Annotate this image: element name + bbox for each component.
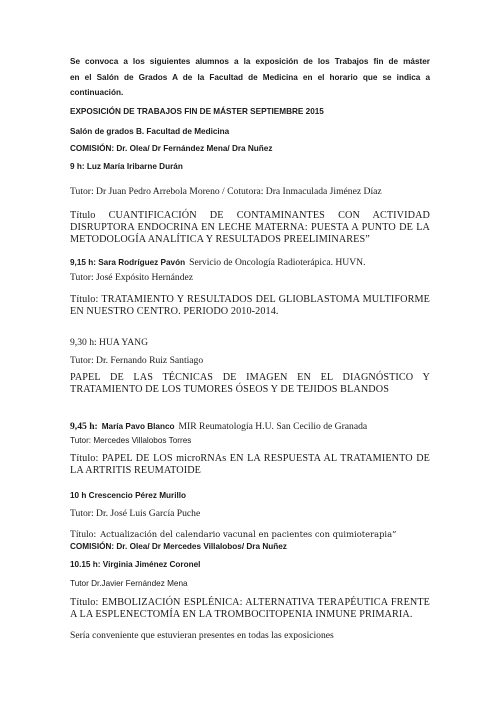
entry-5-title bbox=[70, 524, 430, 542]
entry-6-title-line-1: Título: EMBOLIZACIÓN ESPLÉNICA: ALTERNATIVA TERAPÉUTICA FRENTE bbox=[70, 597, 430, 608]
entry-6-time-name: 10.15 h: Virginia Jiménez Coronel bbox=[70, 560, 201, 569]
entry-1-title-line-2: DISRUPTORA ENDOCRINA EN LECHE MATERNA: PUESTA A PUNTO DE LA bbox=[70, 222, 430, 233]
entry-1-title-line-1: Título CUANTIFICACIÓN DE CONTAMINANTES CON ACTIVIDAD bbox=[70, 210, 430, 221]
entry-6-tutor: Tutor Dr.Javier Fernández Mena bbox=[70, 579, 188, 588]
entry-4-header bbox=[70, 416, 430, 434]
entry-2-title-line-2: EN NUESTRO CENTRO. PERIODO 2010-2014. bbox=[70, 306, 279, 317]
entry-3-tutor: Tutor: Dr. Fernando Ruiz Santiago bbox=[70, 355, 204, 366]
entry-4-tutor: Tutor: Mercedes Villalobos Torres bbox=[70, 436, 192, 445]
entry-4-name: María Pavo Blanco bbox=[101, 422, 175, 431]
entry-5-tutor: Tutor: Dr. José Luis García Puche bbox=[70, 508, 201, 519]
entry-5-title-text: Actualización del calendario vacunal en pacientes con quimioterapia” bbox=[100, 529, 397, 539]
entry-2-tutor: Tutor: José Expósito Hernández bbox=[70, 272, 194, 283]
entry-6-title-line-2: A LA ESPLENECTOMÍA EN LA TROMBOCITOPENIA INMUNE PRIMARIA. bbox=[70, 609, 413, 620]
entry-2-header bbox=[70, 252, 430, 270]
entry-4-title-line-2: LA ARTRITIS REUMATOIDE bbox=[70, 465, 202, 476]
entry-5-time-name: 10 h Crescencio Pérez Murillo bbox=[70, 491, 187, 500]
entry-3-time-name: 9,30 h: HUA YANG bbox=[70, 337, 148, 348]
page-heading: EXPOSICIÓN DE TRABAJOS FIN DE MÁSTER SEPTIEMBRE 2015 bbox=[70, 107, 324, 116]
entry-4-extra: MIR Reumatología H.U. San Cecilio de Granada bbox=[178, 421, 368, 432]
entry-3-title-line-2: TRATAMIENTO DE LOS TUMORES ÓSEOS Y DE TEJIDOS BLANDOS bbox=[70, 384, 389, 395]
entry-3-title-line-1: PAPEL DE LAS TÉCNICAS DE IMAGEN EN EL DIAGNÓSTICO Y bbox=[70, 372, 430, 383]
entry-4-time: 9,45 h: bbox=[70, 421, 98, 432]
closing-note: Sería conveniente que estuvieran presentes en todas las exposiciones bbox=[70, 630, 334, 641]
entry-1-title-line-3: METODOLOGÍA ANALÍTICA Y RESULTADOS PREELIMINARES” bbox=[70, 234, 370, 245]
entry-2-title-line-1: Título: TRATAMIENTO Y RESULTADOS DEL GLIOBLASTOMA MULTIFORME bbox=[70, 294, 430, 305]
room-label: Salón de grados B. Facultad de Medicina bbox=[70, 127, 230, 136]
entry-4-title-line-1: Título: PAPEL DE LOS microRNAs EN LA RESPUESTA AL TRATAMIENTO DE bbox=[70, 453, 430, 464]
intro-line-3: continuación. bbox=[70, 88, 124, 97]
entry-2-time-name: 9,15 h: Sara Rodríguez Pavón bbox=[70, 258, 186, 267]
entry-5-title-prefix: Título: bbox=[70, 529, 97, 540]
commission-2: COMISIÓN: Dr. Olea/ Dr Mercedes Villalobos/ Dra Nuñez bbox=[70, 542, 287, 551]
entry-2-extra: Servicio de Oncología Radioterápica. HUVN. bbox=[189, 257, 366, 268]
commission-1: COMISIÓN: Dr. Olea/ Dr Fernández Mena/ Dra Nuñez bbox=[70, 144, 273, 153]
entry-1-tutor: Tutor: Dr Juan Pedro Arrebola Moreno / Cotutora: Dra Inmaculada Jiménez Díaz bbox=[70, 186, 382, 197]
entry-1-time-name: 9 h: Luz María Iribarne Durán bbox=[70, 162, 183, 171]
intro-line-2: en el Salón de Grados A de la Facultad de Medicina en el horario que se indica a bbox=[70, 73, 430, 82]
intro-line-1: Se convoca a los siguientes alumnos a la exposición de los Trabajos fin de máster bbox=[70, 57, 430, 66]
